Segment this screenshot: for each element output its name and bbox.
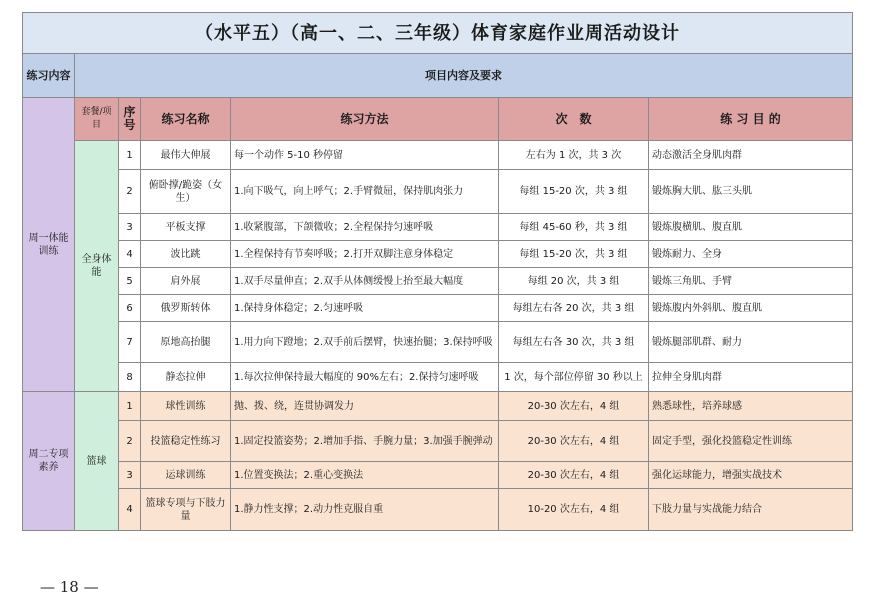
exercise-times: 每组左右各 20 次，共 3 组 — [499, 295, 649, 322]
row-number: 2 — [119, 170, 141, 214]
exercise-purpose: 熟悉球性，培养球感 — [649, 392, 853, 421]
exercise-times: 每组 15-20 次，共 3 组 — [499, 170, 649, 214]
exercise-times: 每组 20 次，共 3 组 — [499, 268, 649, 295]
exercise-name: 俄罗斯转体 — [141, 295, 231, 322]
exercise-method: 1.静力性支撑；2.动力性克服自重 — [231, 489, 499, 531]
practice-content-label: 练习内容 — [23, 54, 75, 98]
exercise-name: 静态拉伸 — [141, 363, 231, 392]
exercise-method: 1.保持身体稳定；2.匀速呼吸 — [231, 295, 499, 322]
exercise-purpose: 锻炼腹内外斜肌、腹直肌 — [649, 295, 853, 322]
project-requirements-header: 项目内容及要求 — [75, 54, 853, 98]
activity-schedule-table — [22, 12, 853, 531]
exercise-purpose: 锻炼腹横肌、腹直肌 — [649, 214, 853, 241]
exercise-times: 20-30 次左右，4 组 — [499, 421, 649, 462]
exercise-method: 1.向下吸气，向上呼气；2.手臂微屈，保持肌肉张力 — [231, 170, 499, 214]
exercise-purpose: 锻炼三角肌、手臂 — [649, 268, 853, 295]
page-number: — 18 — — [40, 578, 99, 596]
exercise-name: 俯卧撑/跪姿（女生） — [141, 170, 231, 214]
exercise-method: 1.位置变换法；2.重心变换法 — [231, 462, 499, 489]
row-number: 6 — [119, 295, 141, 322]
exercise-times: 1 次，每个部位停留 30 秒以上 — [499, 363, 649, 392]
exercise-name: 平板支撑 — [141, 214, 231, 241]
seq-header: 序号 — [119, 98, 141, 141]
exercise-method: 1.每次拉伸保持最大幅度的 90%左右；2.保持匀速呼吸 — [231, 363, 499, 392]
exercise-times: 20-30 次左右，4 组 — [499, 392, 649, 421]
row-number: 5 — [119, 268, 141, 295]
row-number: 3 — [119, 214, 141, 241]
exercise-method: 1.双手尽量伸直；2.双手从体侧缓慢上抬至最大幅度 — [231, 268, 499, 295]
exercise-times: 每组左右各 30 次，共 3 组 — [499, 322, 649, 363]
exercise-name: 运球训练 — [141, 462, 231, 489]
category-label: 篮球 — [75, 392, 119, 531]
exercise-method: 1.固定投篮姿势；2.增加手指、手腕力量；3.加强手腕弹动 — [231, 421, 499, 462]
page-title: （水平五）（高一、二、三年级）体育家庭作业周活动设计 — [23, 13, 853, 54]
exercise-name: 肩外展 — [141, 268, 231, 295]
exercise-times: 20-30 次左右，4 组 — [499, 462, 649, 489]
exercise-times: 10-20 次左右，4 组 — [499, 489, 649, 531]
exercise-times: 左右为 1 次，共 3 次 — [499, 141, 649, 170]
exercise-purpose: 拉伸全身肌肉群 — [649, 363, 853, 392]
exercise-purpose: 锻炼胸大肌、肱三头肌 — [649, 170, 853, 214]
exercise-name: 原地高抬腿 — [141, 322, 231, 363]
row-number: 1 — [119, 392, 141, 421]
exercise-method: 1.全程保持有节奏呼吸；2.打开双脚注意身体稳定 — [231, 241, 499, 268]
week-label: 周一体能训练 — [23, 98, 75, 392]
exercise-method: 1.收紧腹部，下颌微收；2.全程保持匀速呼吸 — [231, 214, 499, 241]
category-header: 套餐/项目 — [75, 98, 119, 141]
week-label: 周二专项素养 — [23, 392, 75, 531]
exercise-method: 每一个动作 5-10 秒停留 — [231, 141, 499, 170]
row-number: 8 — [119, 363, 141, 392]
method-header: 练习方法 — [231, 98, 499, 141]
category-label: 全身体能 — [75, 141, 119, 392]
exercise-purpose: 固定手型，强化投篮稳定性训练 — [649, 421, 853, 462]
exercise-purpose: 动态激活全身肌肉群 — [649, 141, 853, 170]
name-header: 练习名称 — [141, 98, 231, 141]
exercise-method: 1.用力向下蹬地；2.双手前后摆臂，快速抬腿；3.保持呼吸 — [231, 322, 499, 363]
row-number: 7 — [119, 322, 141, 363]
exercise-times: 每组 45-60 秒，共 3 组 — [499, 214, 649, 241]
row-number: 3 — [119, 462, 141, 489]
exercise-times: 每组 15-20 次，共 3 组 — [499, 241, 649, 268]
exercise-name: 投篮稳定性练习 — [141, 421, 231, 462]
exercise-name: 最伟大伸展 — [141, 141, 231, 170]
row-number: 1 — [119, 141, 141, 170]
row-number: 4 — [119, 489, 141, 531]
row-number: 4 — [119, 241, 141, 268]
row-number: 2 — [119, 421, 141, 462]
exercise-name: 球性训练 — [141, 392, 231, 421]
exercise-purpose: 锻炼耐力、全身 — [649, 241, 853, 268]
purpose-header: 练 习 目 的 — [649, 98, 853, 141]
exercise-purpose: 下肢力量与实战能力结合 — [649, 489, 853, 531]
times-header: 次 数 — [499, 98, 649, 141]
exercise-method: 抛、拨、绕，连贯协调发力 — [231, 392, 499, 421]
exercise-name: 波比跳 — [141, 241, 231, 268]
exercise-purpose: 强化运球能力，增强实战技术 — [649, 462, 853, 489]
exercise-purpose: 锻炼腿部肌群、耐力 — [649, 322, 853, 363]
exercise-name: 篮球专项与下肢力量 — [141, 489, 231, 531]
